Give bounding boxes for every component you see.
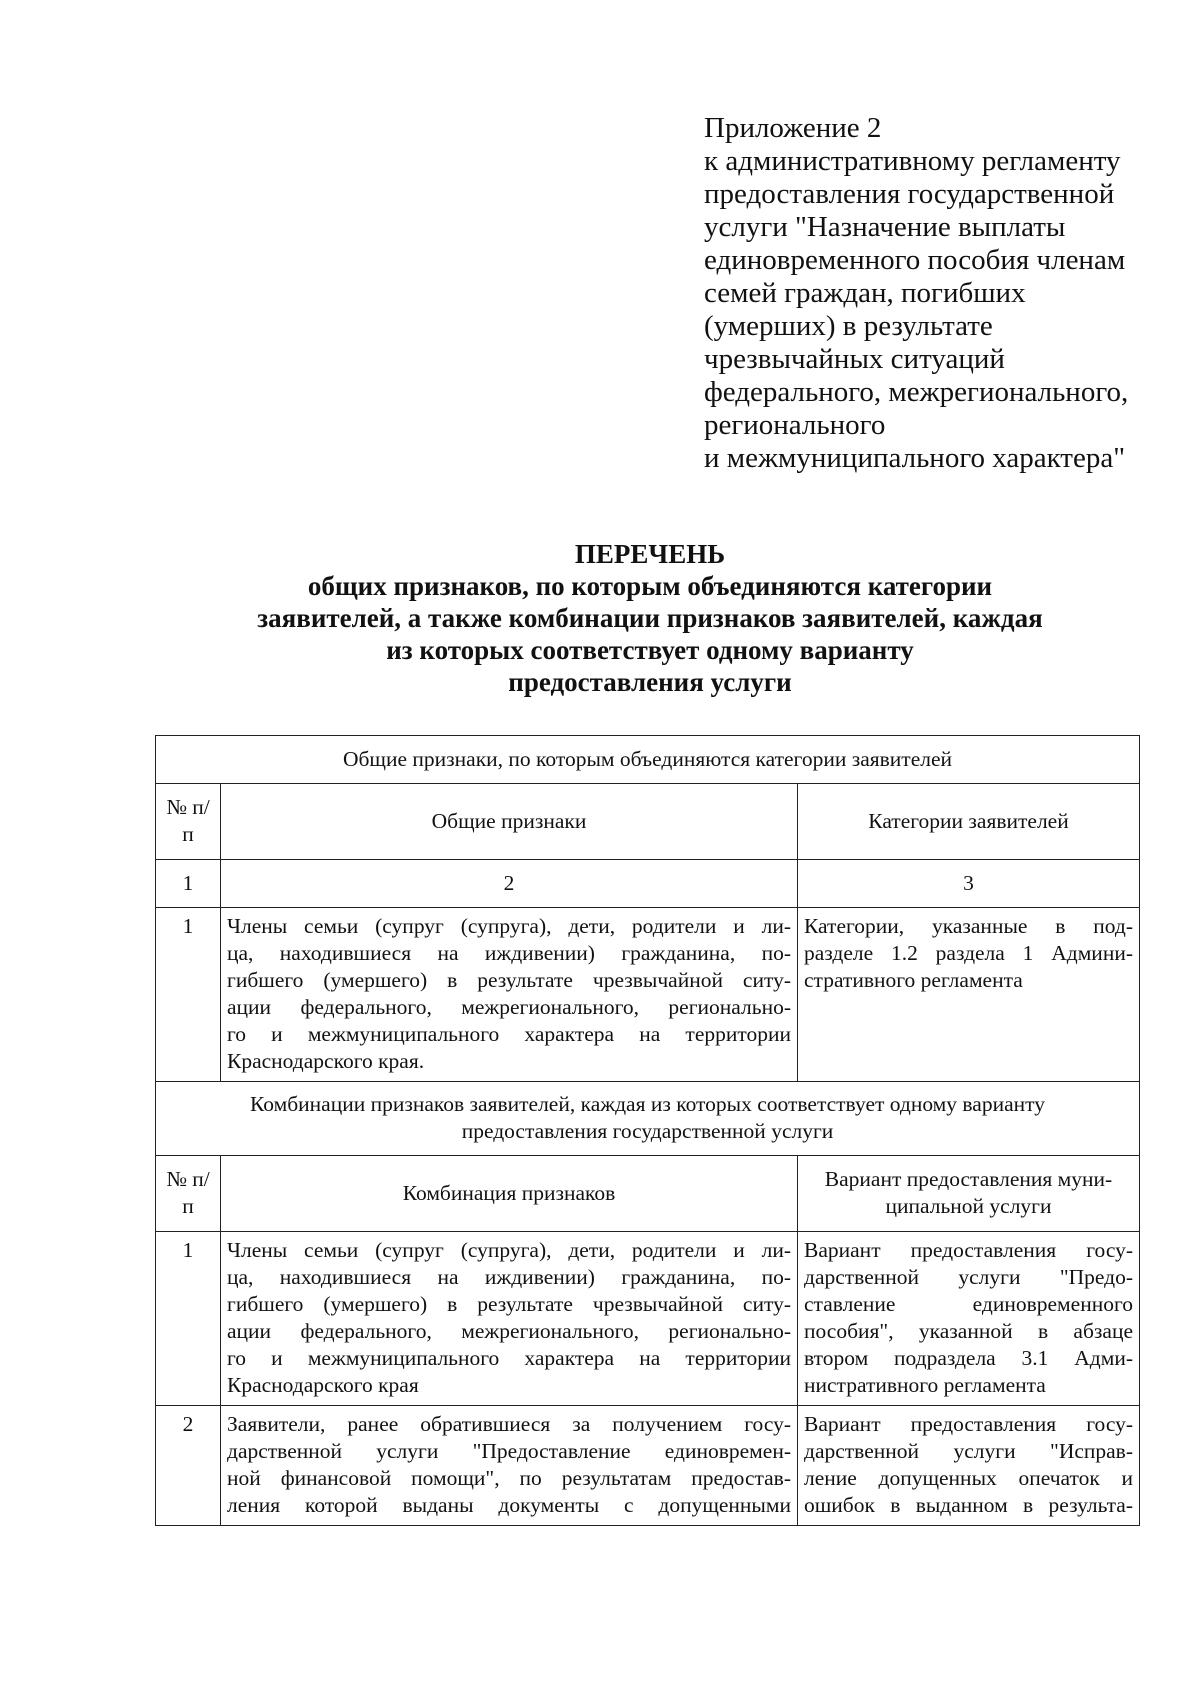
column-numbering-row [156,860,1140,908]
appendix-line: чрезвычайных ситуаций [704,343,1005,375]
section-2-title-line: Комбинации признаков заявителей, каждая из которых соответствует одному варианту [250,1092,1045,1116]
title-main: ПЕРЕЧЕНЬ [574,539,726,569]
text-line: Категории, указанные в под- [804,914,1133,938]
appendix-line: и межмуниципального характера" [704,442,1126,474]
header-line: Вариант предоставления муни- [824,1167,1113,1191]
section-1-title-row [156,736,1140,784]
title-line: общих признаков, по которым объединяются категории [307,571,993,601]
row-service-variant [798,1232,1140,1406]
text-line: Члены семьи (супруг (супруга), дети, родители и ли- [227,914,791,938]
table-row [156,1232,1140,1406]
appendix-heading: Приложение 2 [704,112,882,144]
row-number: 1 [156,908,221,1082]
text-line: Члены семьи (супруг (супруга), дети, родители и ли- [227,1238,791,1262]
row-service-variant [798,1406,1140,1526]
title-line: заявителей, а также комбинации признаков заявителей, каждая [257,603,1043,633]
section-2-title [156,1082,1140,1156]
section-1-title: Общие признаки, по которым объединяются категории заявителей [156,736,1140,784]
text-line: ной финансовой помощи", по результатам предостав- [227,1466,791,1490]
text-line: дарственной услуги "Предо- [804,1265,1133,1289]
appendix-line: услуги "Назначение выплаты [704,211,1066,243]
appendix-line: семей граждан, погибших [704,277,1026,309]
section-2-header-row [156,1156,1140,1232]
text-line: пособия", указанной в абзаце [804,1319,1133,1343]
column-number: 3 [798,860,1140,908]
text-line: нистративного регламента [804,1373,1046,1397]
text-line: Вариант предоставления госу- [804,1412,1133,1436]
row-number: 2 [156,1406,221,1526]
appendix-line: регионального [704,409,886,441]
section-2-title-row [156,1082,1140,1156]
appendix-line: федерального, межрегионального, [704,376,1129,408]
row-number: 1 [156,1232,221,1406]
column-number: 1 [156,860,221,908]
criteria-table [155,735,1140,1526]
table-row [156,908,1140,1082]
text-line: дарственной услуги "Предоставление единовремен- [227,1439,791,1463]
section-2-title-line: предоставления государственной услуги [461,1119,834,1143]
text-line: гибшего (умершего) в результате чрезвычайной ситу- [227,1292,791,1316]
row-feature-combination [221,1232,798,1406]
text-line: Краснодарского края. [227,1049,425,1073]
table-row [156,1406,1140,1526]
text-line: дарственной услуги "Исправ- [804,1439,1133,1463]
text-line: ца, находившиеся на иждивении) гражданина, по- [227,1265,791,1289]
text-line: ошибок в выданном в результа- [804,1493,1133,1517]
text-line: Заявители, ранее обратившиеся за получением госу- [227,1412,791,1436]
text-line: ца, находившиеся на иждивении) гражданина, по- [227,941,791,965]
title-line: из которых соответствует одному варианту [386,635,914,665]
text-line: го и межмуниципального характера на территории [227,1346,791,1370]
document-title [120,538,1180,698]
text-line: разделе 1.2 раздела 1 Админи- [804,941,1133,965]
header-num: № п/п [156,784,221,860]
text-line: го и межмуниципального характера на территории [227,1022,791,1046]
header-num: № п/п [156,1156,221,1232]
row-feature-combination [221,1406,798,1526]
text-line: ации федерального, межрегионального, регионально- [227,1319,791,1343]
text-line: Краснодарского края [227,1373,419,1397]
appendix-line: единовременного пособия членам [704,244,1126,276]
row-applicant-categories [798,908,1140,1082]
header-feature-combination: Комбинация признаков [221,1156,798,1232]
header-applicant-categories: Категории заявителей [798,784,1140,860]
column-number: 2 [221,860,798,908]
text-line: ление допущенных опечаток и [804,1466,1133,1490]
text-line: втором подраздела 3.1 Адми- [804,1346,1133,1370]
header-common-features: Общие признаки [221,784,798,860]
text-line: ации федерального, межрегионального, регионально- [227,995,791,1019]
text-line: ления которой выданы документы с допущенными [227,1493,791,1517]
title-line: предоставления услуги [508,667,792,697]
text-line: гибшего (умершего) в результате чрезвычайной ситу- [227,968,791,992]
header-line: ципальной услуги [885,1194,1052,1218]
text-line: ставление единовременного [804,1292,1133,1316]
text-line: Вариант предоставления госу- [804,1238,1133,1262]
header-service-variant [798,1156,1140,1232]
text-line: стративного регламента [804,968,1023,992]
row-common-features [221,908,798,1082]
appendix-block [704,112,1174,475]
appendix-line: к административному регламенту [704,145,1121,177]
appendix-line: предоставления государственной [704,178,1115,210]
appendix-line: (умерших) в результате [704,310,993,342]
section-1-header-row [156,784,1140,860]
